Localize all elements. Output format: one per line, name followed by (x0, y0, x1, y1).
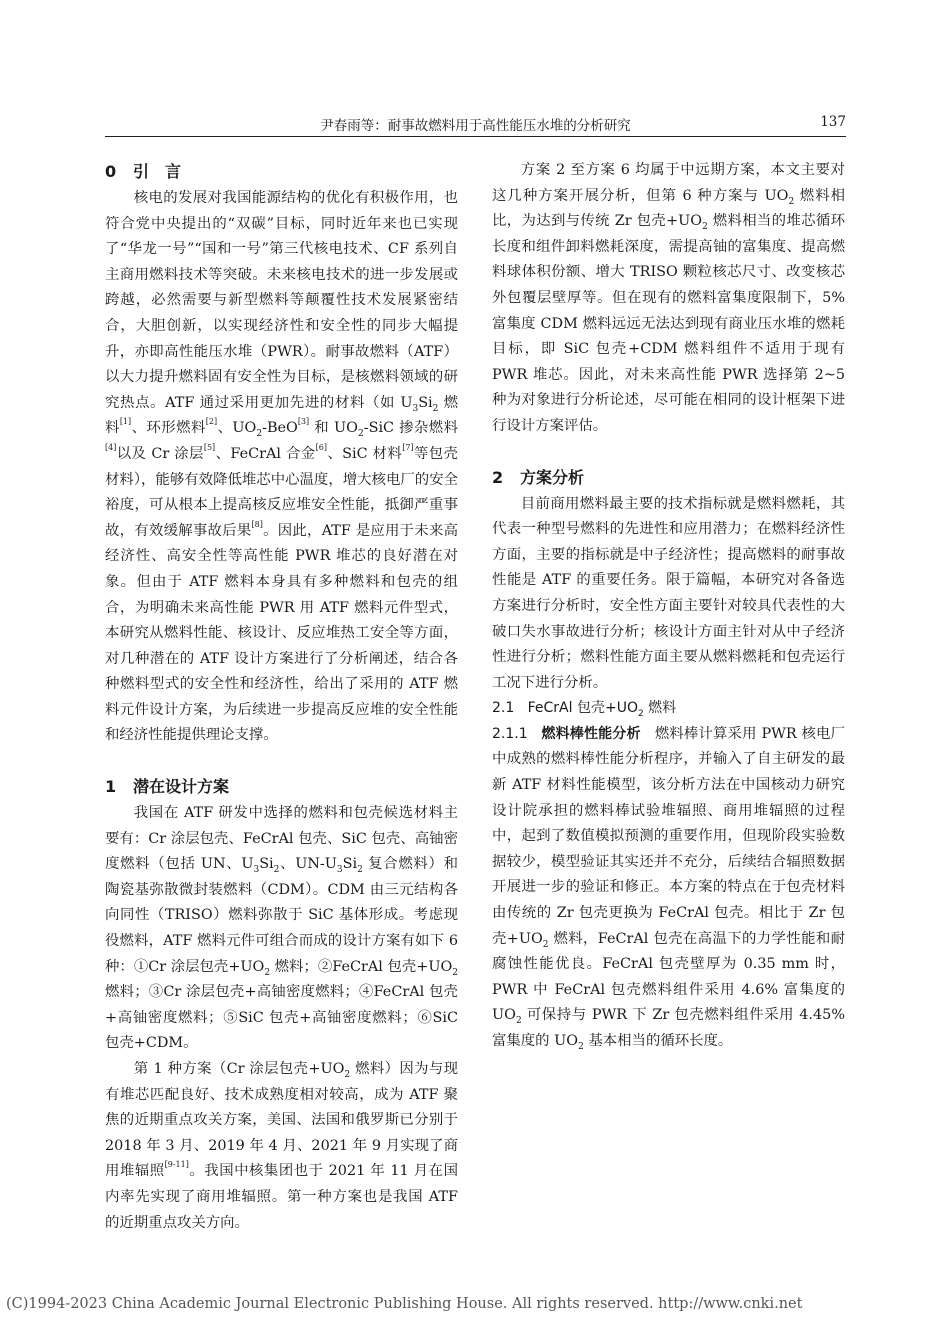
page-number: 137 (820, 114, 846, 130)
left-column (105, 158, 458, 1236)
citation: [5] (203, 442, 216, 452)
right-column (492, 158, 845, 1055)
subsection-heading-fecral: 2.1 FeCrAl 包壳$+UO_2$ 燃料 (492, 700, 677, 720)
running-header (105, 112, 846, 137)
subsubsection-heading: 2.1.1 燃料棒性能分析 (492, 725, 641, 742)
section-heading-analysis: 2 方案分析 (492, 467, 585, 487)
paragraph-scheme1: 第 1 种方案（Cr 涂层包壳$+UO_2$ 燃料）因为与现有堆芯匹配良好、技术成熟度相对较高，成为 ATF 聚焦的近期重点攻关方案，美国、法国和俄罗斯已分别于 2018 年 3 月、2019 年 4 月、2021 年 9 月实现了商用堆辐照[9-11]。我国中核集团也于 2021 年 11 月在国内率先实现了商用堆辐照。第一种方案也是我国 ATF 的近期重点攻关方向。 (105, 1061, 458, 1231)
section-heading-designs: 1 潜在设计方案 (105, 777, 230, 797)
citation: [3] (297, 417, 310, 427)
citation: [2] (205, 417, 218, 427)
citation: [9-11] (164, 1160, 189, 1170)
paragraph-rod-performance: 2.1.1 燃料棒性能分析 燃料棒计算采用 PWR 核电厂中成熟的燃料棒性能分析程序，并输入了自主研发的最新 ATF 材料性能模型，该分析方法在中国核动力研究设计院承担的燃料棒试验堆辐照、商用堆辐照的过程中，起到了数值模拟预测的重要作用，但现阶段实验数据较少，模型验证其实还并不充分，后续结合辐照数据开展进一步的验证和修正。本方案的特点在于包壳材料由传统的 Zr 包壳更换为 FeCrAl 包壳。相比于 Zr 包壳$+UO_2$ 燃料，FeCrAl 包壳在高温下的力学性能和耐腐蚀性能优良。FeCrAl 包壳壁厚为 0.35 mm 时，PWR 中 FeCrAl 包壳燃料组件采用 4.6% 富集度的 $UO_2$ 可保持与 PWR 下 Zr 包壳燃料组件采用 4.45% 富集度的 $UO_2$ 基本相当的循环长度。 (492, 725, 846, 1052)
paragraph-intro: 核电的发展对我国能源结构的优化有积极作用，也符合党中央提出的“双碳”目标，同时近年来也已实现了“华龙一号”“国和一号”第三代核电技术、CF 系列自主商用燃料技术等突破。未来核电技术的进一步发展或跨越，必然需要与新型燃料等颠覆性技术发展紧密结合，大胆创新，以实现经济性和安全性的同步大幅提升，亦即高性能压水堆（PWR）。耐事故燃料（ATF）以大力提升燃料固有安全性为目标，是核燃料领域的研究热点。ATF 通过采用更加先进的材料（如 $U_3Si_2$ 燃料[1]、环形燃料[2]、$UO_2-BeO[3]$ 和 $UO_2$-SiC 掺杂燃料[4]以及 Cr 涂层[5]、FeCrAl 合金[6]、SiC 材料[7]等包壳材料），能够有效降低堆芯中心温度，增大核电厂的安全裕度，可从根本上提高核反应堆安全性能，抵御严重事故，有效缓解事故后果[8]。因此，ATF 是应用于未来高经济性、高安全性等高性能 PWR 堆芯的良好潜在对象。但由于 ATF 燃料本身具有多种燃料和包壳的组合，为明确未来高性能 PWR 用 ATF 燃料元件型式，本研究从燃料性能、核设计、反应堆热工安全等方面，对几种潜在的 ATF 设计方案进行了分析阐述，结合各种燃料型式的安全性和经济性，给出了采用的 ATF 燃料元件设计方案，为后续进一步提高反应堆的安全性能和经济性能提供理论支撑。 (105, 190, 459, 744)
citation: [6] (315, 442, 327, 452)
paragraph-schemes2-6: 方案 2 至方案 6 均属于中远期方案，本文主要对这几种方案开展分析，但第 6 种方案与 $UO_2$ 燃料相比，为达到与传统 Zr 包壳$+UO_2$ 燃料相当的堆芯循环长度和组件卸料燃耗深度，需提高铀的富集度、提高燃料球体积份额、增大 TRISO 颗粒核芯尺寸、改变核芯外包覆层壁厚等。但在现有的燃料富集度限制下，5% 富集度 CDM 燃料远远无法达到现有商业压水堆的燃耗目标，即 SiC 包壳+CDM 燃料组件不适用于现有 PWR 堆芯。因此，对未来高性能 PWR 选择第 2~5 种为对象进行分析论述，尽可能在相同的设计框架下进行设计方案评估。 (492, 162, 845, 434)
paragraph-analysis: 目前商用燃料最主要的技术指标就是燃料燃耗，其代表一种型号燃料的先进性和应用潜力；在燃料经济性方面，主要的指标就是中子经济性；提高燃料的耐事故性能是 ATF 的重要任务。限于篇幅，本研究对各备选方案进行分析时，安全性方面主要针对较具代表性的大破口失水事故进行分析；核设计方面主针对从中子经济性进行分析；燃料性能方面主要从燃料燃耗和包壳运行工况下进行分析。 (492, 495, 845, 691)
paragraph-candidates: 我国在 ATF 研发中选择的燃料和包壳候选材料主要有：Cr 涂层包壳、FeCrAl 包壳、SiC 包壳、高铀密度燃料（包括 UN、$U_3Si_2$、$UN-U_3Si_2$ 复合燃料）和陶瓷基弥散微封装燃料（CDM）。CDM 由三元结构各向同性（TRISO）燃料弥散于 SiC 基体形成。考虑现役燃料，ATF 燃料元件可组合而成的设计方案有如下 6 种：①Cr 涂层包壳$+UO_2$ 燃料；②FeCrAl 包壳$+UO_2$ 燃料；③Cr 涂层包壳+高铀密度燃料；④FeCrAl 包壳+高铀密度燃料；⑤SiC 包壳+高铀密度燃料；⑥SiC 包壳+CDM。 (105, 805, 459, 1052)
running-title: 尹春雨等：耐事故燃料用于高性能压水堆的分析研究 (320, 118, 631, 134)
copyright-footer: (C)1994-2023 China Academic Journal Electronic Publishing House. All rights reserved. http://www.cnki.net (6, 1296, 803, 1312)
citation: [4] (105, 442, 117, 452)
citation: [7] (402, 442, 414, 452)
citation: [1] (119, 417, 132, 427)
section-heading-intro: 0 引 言 (105, 162, 182, 181)
citation: [8] (251, 519, 263, 529)
